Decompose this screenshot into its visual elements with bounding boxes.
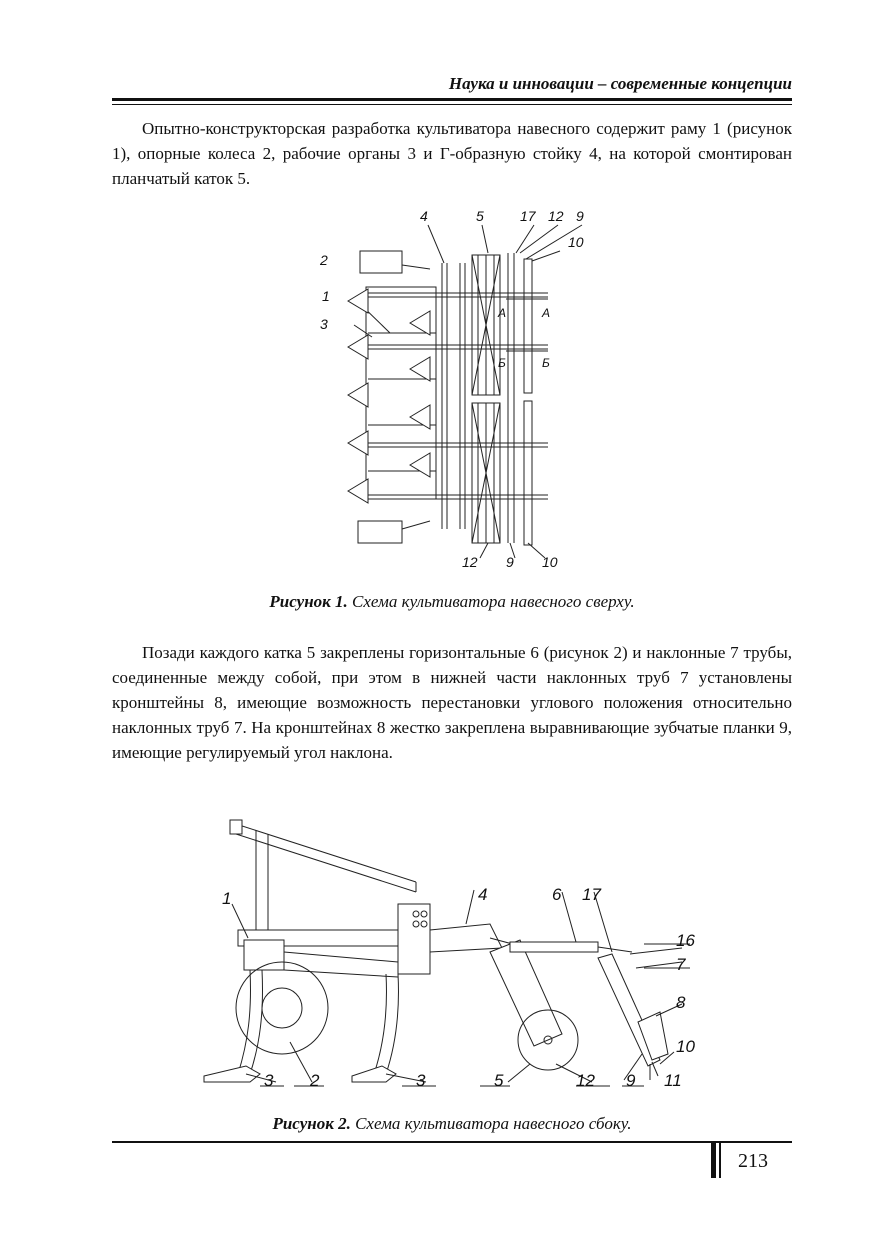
fig2-share-right bbox=[352, 1066, 396, 1082]
fig1-section-b-right: Б bbox=[542, 356, 550, 370]
page-number-bar-thick bbox=[711, 1143, 716, 1178]
fig2-label-2: 2 bbox=[310, 1071, 320, 1090]
fig1-share bbox=[410, 453, 430, 477]
figure-1-caption bbox=[112, 592, 792, 612]
header-rule-thick bbox=[112, 98, 792, 101]
paragraph-2: Позади каждого катка 5 закреплены горизонтальные 6 (рисунок 2) и наклонные 7 трубы, соединенные между собой, при этом в нижней части наклонных труб 7 установлены кронштейны 8, имеющие возможность перестановки углового положения относительно наклонных труб 7. На кронштейнах 8 жестко закреплена выравнивающие зубчатые планки 9, имеющие регулируемый угол наклона. bbox=[112, 643, 792, 762]
figure-1-top-view bbox=[310, 203, 595, 575]
fig1-share bbox=[348, 479, 368, 503]
fig2-label-5: 5 bbox=[494, 1071, 504, 1090]
fig2-label-1: 1 bbox=[222, 889, 232, 908]
fig1-label-10: 10 bbox=[568, 234, 584, 250]
page-number: 213 bbox=[738, 1150, 768, 1172]
fig1-label-3: 3 bbox=[320, 316, 328, 332]
figure-2-caption bbox=[112, 1114, 792, 1134]
figure-2-caption-label: Рисунок 2. bbox=[272, 1114, 351, 1133]
fig1-share bbox=[348, 431, 368, 455]
fig1-section-a-left: А bbox=[498, 306, 507, 320]
fig2-label-10: 10 bbox=[676, 1037, 695, 1056]
fig1-support-wheel-top bbox=[360, 251, 402, 273]
fig1-share bbox=[410, 357, 430, 381]
fig2-label-3-right: 3 bbox=[416, 1071, 426, 1090]
fig1-toothed-bar-lower bbox=[524, 401, 532, 545]
fig2-label-16: 16 bbox=[676, 931, 695, 950]
fig1-label-9-bottom: 9 bbox=[506, 554, 514, 570]
fig2-label-12: 12 bbox=[576, 1071, 595, 1090]
header-rule-thin bbox=[112, 104, 792, 105]
fig1-label-17: 17 bbox=[520, 208, 536, 224]
fig1-label-4: 4 bbox=[420, 208, 428, 224]
fig1-share bbox=[348, 383, 368, 407]
fig2-label-8: 8 bbox=[676, 993, 686, 1012]
fig2-label-11: 11 bbox=[664, 1071, 682, 1090]
figure-2-caption-text: Схема культиватора навесного сбоку. bbox=[355, 1114, 632, 1133]
fig2-roller-arm bbox=[490, 940, 562, 1046]
paragraph-1: Опытно-конструкторская разработка культиватора навесного содержит раму 1 (рисунок 1), опорные колеса 2, рабочие органы 3 и Г-образную стойку 4, на которой смонтирован планчатый каток 5. bbox=[112, 119, 792, 188]
fig1-share bbox=[410, 311, 430, 335]
figure-1-caption-text: Схема культиватора навесного сверху. bbox=[352, 592, 635, 611]
fig2-frame-bracket-right bbox=[398, 904, 430, 974]
fig2-label-7: 7 bbox=[676, 955, 686, 974]
fig1-section-a-right: А bbox=[542, 306, 551, 320]
page-number-bar-thin bbox=[719, 1143, 721, 1178]
running-header: Наука и инновации – современные концепции bbox=[448, 74, 792, 93]
fig1-share bbox=[348, 289, 368, 313]
fig1-label-2: 2 bbox=[320, 252, 328, 268]
fig1-label-9: 9 bbox=[576, 208, 584, 224]
fig2-horizontal-pipe bbox=[510, 942, 598, 952]
fig2-label-6: 6 bbox=[552, 885, 562, 904]
fig1-label-12-bottom: 12 bbox=[462, 554, 478, 570]
fig1-support-wheel-bottom bbox=[358, 521, 402, 543]
fig1-label-1: 1 bbox=[322, 288, 330, 304]
fig1-toothed-bar-upper bbox=[524, 259, 532, 393]
fig1-section-b-left: Б bbox=[498, 356, 506, 370]
fig1-label-5: 5 bbox=[476, 208, 484, 224]
fig1-share bbox=[348, 335, 368, 359]
fig1-label-12: 12 bbox=[548, 208, 564, 224]
figure-2-side-view bbox=[190, 812, 710, 1102]
fig2-label-3-left: 3 bbox=[264, 1071, 274, 1090]
fig2-label-4: 4 bbox=[478, 885, 488, 904]
footer-rule bbox=[112, 1141, 792, 1143]
fig2-label-9: 9 bbox=[626, 1071, 636, 1090]
figure-1-caption-label: Рисунок 1. bbox=[269, 592, 348, 611]
fig1-label-10-bottom: 10 bbox=[542, 554, 558, 570]
fig2-label-17: 17 bbox=[582, 885, 601, 904]
